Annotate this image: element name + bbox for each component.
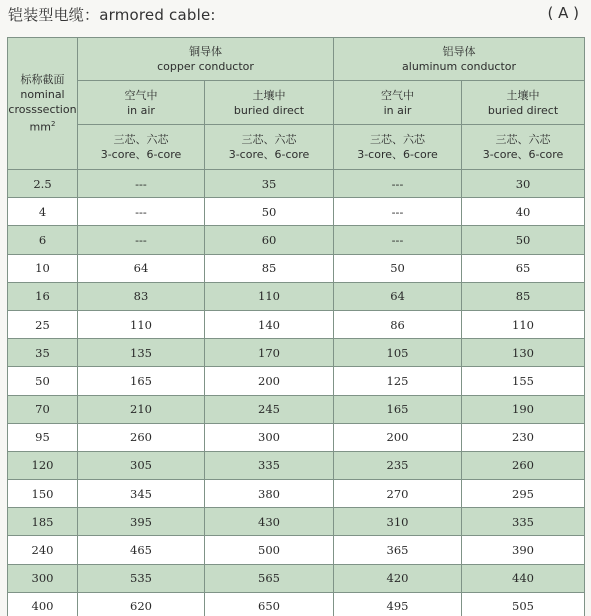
aluminum-air-core-header [334, 125, 462, 170]
aluminum-in-air-cell: 86 [334, 310, 462, 338]
cross-section-cell: 185 [8, 508, 78, 536]
table-row [8, 592, 585, 616]
aluminum-in-air-cell: 125 [334, 367, 462, 395]
copper-buried-cell: 60 [205, 226, 334, 254]
table-mark: ( A ) [547, 4, 579, 22]
aluminum-in-air-cell: 365 [334, 536, 462, 564]
cross-section-cell: 16 [8, 282, 78, 310]
copper-air-header [78, 81, 205, 125]
table-row [8, 480, 585, 508]
aluminum-buried-core-cn: 三芯、六芯 [495, 133, 551, 146]
copper-in-air-cell: 535 [78, 564, 205, 592]
copper-buried-cell: 50 [205, 198, 334, 226]
page-title: 铠装型电缆：armored cable: [8, 6, 216, 24]
aluminum-buried-core-en: 3-core、6-core [482, 148, 564, 161]
table-row [8, 170, 585, 198]
cross-section-cell: 70 [8, 395, 78, 423]
table-row [8, 423, 585, 451]
section-header-en-1: nominal [20, 88, 65, 102]
aluminum-in-air-cell: 495 [334, 592, 462, 616]
aluminum-buried-cell: 130 [462, 339, 585, 367]
aluminum-air-core-cn: 三芯、六芯 [370, 133, 426, 146]
copper-buried-cell: 35 [205, 170, 334, 198]
aluminum-buried-cell: 85 [462, 282, 585, 310]
aluminum-buried-cell: 390 [462, 536, 585, 564]
cross-section-cell: 4 [8, 198, 78, 226]
copper-header-cn: 铜导体 [189, 45, 222, 58]
aluminum-header-cn: 铝导体 [442, 45, 476, 58]
copper-in-air-cell: 135 [78, 339, 205, 367]
copper-in-air-cell: 465 [78, 536, 205, 564]
aluminum-buried-cell: 505 [462, 592, 585, 616]
copper-air-core-en: 3-core、6-core [100, 148, 182, 161]
copper-buried-header [205, 81, 334, 125]
section-header-unit [8, 117, 77, 135]
cross-section-cell: 25 [8, 310, 78, 338]
copper-in-air-cell: 210 [78, 395, 205, 423]
copper-buried-core-header [205, 125, 334, 170]
aluminum-in-air-cell: --- [334, 226, 462, 254]
copper-buried-cell: 110 [205, 282, 334, 310]
aluminum-buried-cn: 土壤中 [506, 88, 540, 102]
copper-buried-cell: 650 [205, 592, 334, 616]
aluminum-buried-cell: 110 [462, 310, 585, 338]
copper-in-air-cell: 260 [78, 423, 205, 451]
copper-buried-cell: 245 [205, 395, 334, 423]
aluminum-buried-header [462, 81, 585, 125]
copper-in-air-cell: 305 [78, 451, 205, 479]
aluminum-buried-cell: 40 [462, 198, 585, 226]
table-row [8, 451, 585, 479]
aluminum-buried-cell: 190 [462, 395, 585, 423]
aluminum-in-air-cell: 165 [334, 395, 462, 423]
copper-buried-cell: 170 [205, 339, 334, 367]
copper-buried-core-en: 3-core、6-core [228, 148, 310, 161]
section-header-cn: 标称截面 [20, 73, 65, 87]
aluminum-in-air-cell: 105 [334, 339, 462, 367]
cross-section-cell: 300 [8, 564, 78, 592]
table-row [8, 254, 585, 282]
section-header-en-2: crosssection [8, 103, 77, 117]
copper-buried-cn: 土壤中 [252, 88, 286, 102]
copper-buried-cell: 380 [205, 480, 334, 508]
cross-section-cell: 95 [8, 423, 78, 451]
ampacity-table [7, 37, 585, 616]
aluminum-buried-core-header [462, 125, 585, 170]
copper-air-core-header [78, 125, 205, 170]
cross-section-cell: 10 [8, 254, 78, 282]
copper-in-air-cell: 345 [78, 480, 205, 508]
cross-section-cell: 120 [8, 451, 78, 479]
copper-air-en: in air [127, 103, 155, 117]
cross-section-cell: 400 [8, 592, 78, 616]
cross-section-cell: 150 [8, 480, 78, 508]
copper-in-air-cell: 165 [78, 367, 205, 395]
copper-buried-cell: 430 [205, 508, 334, 536]
copper-in-air-cell: 395 [78, 508, 205, 536]
aluminum-air-cn: 空气中 [381, 88, 415, 102]
copper-buried-cell: 335 [205, 451, 334, 479]
section-header [8, 38, 78, 170]
copper-air-cn: 空气中 [124, 88, 158, 102]
copper-header [78, 38, 334, 81]
copper-air-core-cn: 三芯、六芯 [113, 133, 169, 146]
aluminum-in-air-cell: 420 [334, 564, 462, 592]
copper-buried-en: buried direct [233, 103, 305, 117]
copper-header-en: copper conductor [157, 60, 254, 73]
aluminum-buried-cell: 30 [462, 170, 585, 198]
aluminum-in-air-cell: --- [334, 198, 462, 226]
cross-section-cell: 6 [8, 226, 78, 254]
aluminum-header-en: aluminum conductor [402, 60, 517, 73]
aluminum-buried-cell: 335 [462, 508, 585, 536]
table-row [8, 198, 585, 226]
table-row [8, 226, 585, 254]
cross-section-cell: 2.5 [8, 170, 78, 198]
table-body [8, 170, 585, 616]
table-row [8, 564, 585, 592]
aluminum-in-air-cell: 235 [334, 451, 462, 479]
aluminum-in-air-cell: 50 [334, 254, 462, 282]
copper-buried-cell: 300 [205, 423, 334, 451]
copper-in-air-cell: 83 [78, 282, 205, 310]
cross-section-cell: 240 [8, 536, 78, 564]
copper-buried-cell: 85 [205, 254, 334, 282]
table-row [8, 395, 585, 423]
copper-buried-cell: 200 [205, 367, 334, 395]
aluminum-buried-cell: 230 [462, 423, 585, 451]
copper-buried-cell: 140 [205, 310, 334, 338]
aluminum-buried-cell: 50 [462, 226, 585, 254]
table-row [8, 282, 585, 310]
copper-buried-core-cn: 三芯、六芯 [241, 133, 297, 146]
table-row [8, 310, 585, 338]
aluminum-buried-en: buried direct [487, 103, 559, 117]
table-row [8, 367, 585, 395]
aluminum-buried-cell: 260 [462, 451, 585, 479]
aluminum-buried-cell: 440 [462, 564, 585, 592]
aluminum-buried-cell: 155 [462, 367, 585, 395]
aluminum-header [334, 38, 585, 81]
cross-section-cell: 50 [8, 367, 78, 395]
aluminum-in-air-cell: 270 [334, 480, 462, 508]
section-unit-sup: 2 [50, 120, 56, 129]
aluminum-air-header [334, 81, 462, 125]
copper-in-air-cell: 110 [78, 310, 205, 338]
aluminum-buried-cell: 295 [462, 480, 585, 508]
copper-buried-cell: 565 [205, 564, 334, 592]
aluminum-in-air-cell: --- [334, 170, 462, 198]
section-unit-text: mm [29, 120, 51, 134]
table-row [8, 536, 585, 564]
aluminum-air-core-en: 3-core、6-core [357, 148, 438, 161]
aluminum-buried-cell: 65 [462, 254, 585, 282]
table-row [8, 339, 585, 367]
cross-section-cell: 35 [8, 339, 78, 367]
aluminum-in-air-cell: 310 [334, 508, 462, 536]
aluminum-air-en: in air [383, 103, 412, 117]
copper-in-air-cell: --- [78, 198, 205, 226]
aluminum-in-air-cell: 64 [334, 282, 462, 310]
copper-buried-cell: 500 [205, 536, 334, 564]
copper-in-air-cell: 64 [78, 254, 205, 282]
table-row [8, 508, 585, 536]
copper-in-air-cell: --- [78, 226, 205, 254]
aluminum-in-air-cell: 200 [334, 423, 462, 451]
copper-in-air-cell: 620 [78, 592, 205, 616]
copper-in-air-cell: --- [78, 170, 205, 198]
